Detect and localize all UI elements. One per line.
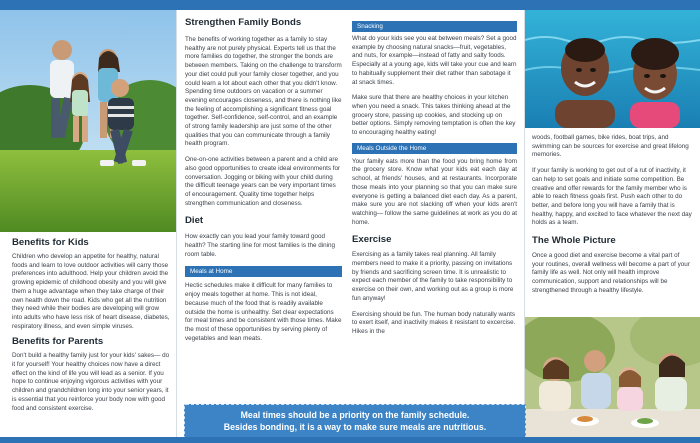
right-text-column xyxy=(532,134,692,296)
whole-picture-text: Once a good diet and exercise become a vital part of your routines, overall wellness will become a part of your family life as well. Not only will health improve communication, support and relationships will be strengthened through a healthy lifestyle. xyxy=(532,252,690,294)
middle-right-column xyxy=(352,21,517,337)
benefits-parents-heading: Benefits for Parents xyxy=(12,336,104,348)
right-text-2: If your family is working to get out of a rut of inactivity, it can help to set goals and initiate some competition. Be creative and offer rewards for the family member who is able to reach fitness goals first. Push each other to do better, and before long you will have a family that is healthy, happy, and excited to face whatever the next day holds as a team. xyxy=(532,167,692,227)
bottom-accent-bar xyxy=(0,437,700,443)
top-accent-bar xyxy=(0,0,700,10)
left-text-column xyxy=(12,237,170,413)
benefits-kids-heading: Benefits for Kids xyxy=(12,237,89,248)
right-text-1: woods, football games, bike rides, boat trips, and swimming can be sources for exercise and great lifelong memories. xyxy=(532,134,689,159)
meals-outside-text: Your family eats more than the food you bring home from the grocery store. Know what your kids eat each day at school, at friends' houses, and at restaurants. Incorporate those meals into your planning so that you can make sure everyone is getting a balanced diet each day. As a parent, make sure you are not slacking off when your kids aren't watching— follow the same guidelines at work as you do at home. xyxy=(352,157,517,226)
whole-picture-heading: The Whole Picture xyxy=(532,235,616,247)
benefits-parents-text: Don't build a healthy family just for your kids' sakes— do it for yourself! Your healthy choices now have a direct effect on the kind of life you will lead as a senior. If you hope to continue enjoying vigorous activities with your children and grandchildren long into your senior years, it is essential that you reinforce your body now with good food and consistent exercise. xyxy=(12,352,170,412)
family-running-icon xyxy=(0,10,176,232)
exercise-heading: Exercise xyxy=(352,234,392,246)
family-bonds-heading: Strengthen Family Bonds xyxy=(185,17,302,28)
exercise-text-1: Exercising as a family takes real planning. All family members need to make it a priority, passing on invitations by friends and sacrificing screen time. It is unrealistic to expect each member of the family to take responsibility to exercise on their own, and working out as a group is more fun anyway! xyxy=(352,251,514,302)
diet-text: How exactly can you lead your family toward good health? The starting line for most families is the dining room table. xyxy=(185,233,336,258)
diet-heading: Diet xyxy=(185,215,204,227)
family-bonds-text-2: One-on-one activities between a parent and a child are also good opportunities to create ideal environments for conversation. Jogging or biking with your child during the difficult teenage years can be very important times of encouragement. Quality time together helps strengthen communication and closeness. xyxy=(185,156,341,207)
exercise-text-2: Exercising should be fun. The human body naturally wants to exert itself, and inactivity makes it resistant to excercise. Hikes in the xyxy=(352,310,516,335)
family-meal-icon xyxy=(525,317,700,437)
snacking-text-2: Make sure that there are healthy choices in your kitchen when you need a snack. This takes thinking ahead at the grocery store, passing up cookies, and stocking up on better options. Simply removing temptation is often the key to encouraging healthy eating! xyxy=(352,94,516,137)
kids-in-pool-icon xyxy=(525,10,700,128)
meals-at-home-label: Meals at Home xyxy=(185,266,342,277)
family-bonds-text-1: The benefits of working together as a family to stay healthy are not purely physical. Experts tell us that the more families do together, the stronger the bonds are between members. Taking on the challenge to transform your diet could pull your family closer together, and you could learn a lot about each other that you didn't know. Spending time outdoors on vacation or a summer evening encourages closeness, and there is nothing like the feeling of accomplishing a significant fitness goal together. Self-confidence, self-control, and an example of strong family leadership are just some of the other qualities that you can communicate through a family health program. xyxy=(185,36,342,148)
family-running-photo xyxy=(0,10,176,232)
snacking-text-1: What do your kids see you eat between meals? Set a good example by choosing natural snacks—fruit, vegetables, and nuts, for example—instead of fatty and salty foods. Especially at a young age, kids will take your cue and learn to habitually supplement their diet rather than sabotage it at snack times. xyxy=(352,35,517,86)
meals-outside-label: Meals Outside the Home xyxy=(352,143,517,154)
meal-times-banner xyxy=(184,404,526,440)
benefits-kids-text: Children who develop an appetite for healthy, natural foods and learn to love outdoor activities will carry those preferences into adulthood. Help your children avoid the growing epidemic of childhood obesity and you will give them a huge advantage when they take charge of their own health down the road. Kids who get all the nutrition they need while their bodies are developing will grow into adults who have less risk of heart disease, diabetes, respiratory illness, and even simple viruses. xyxy=(12,253,170,330)
banner-line-1: Meal times should be a priority on the family schedule. xyxy=(240,410,470,420)
banner-line-2: Besides bonding, it is a way to make sure meals are nutritious. xyxy=(223,421,487,432)
kids-in-pool-photo xyxy=(525,10,700,128)
meals-at-home-text: Hectic schedules make it difficult for many families to enjoy meals together at home. This is not ideal, because much of the food that is readily available outside the home is unhealthy. Set clear expectations for meal times and be consistent with those times. Make the most of these opportunities by serving plenty of vegetables and lean meats. xyxy=(185,282,342,342)
family-meal-photo xyxy=(525,317,700,437)
fold-line-1 xyxy=(176,10,177,437)
snacking-label: Snacking xyxy=(352,21,517,32)
middle-left-column xyxy=(185,17,342,343)
